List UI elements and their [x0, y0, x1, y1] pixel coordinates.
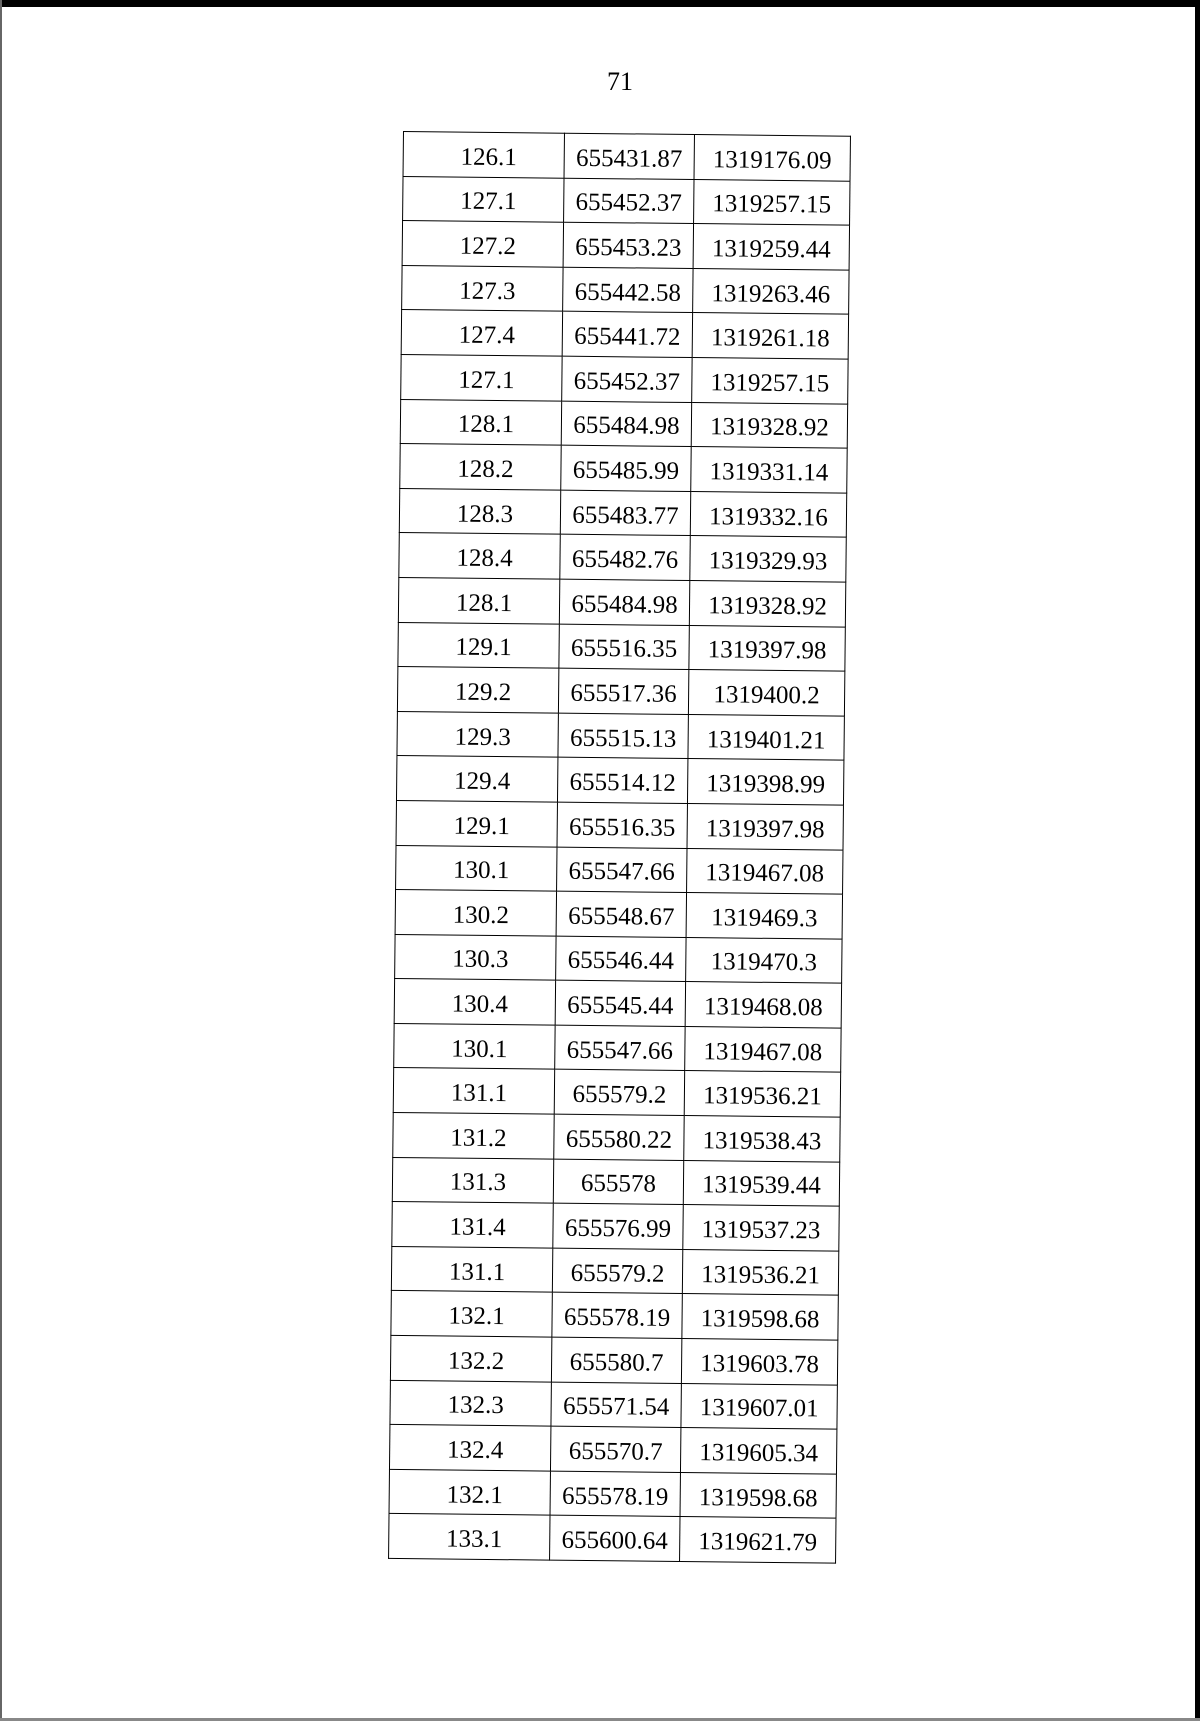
table-row	[397, 711, 844, 760]
x-coordinate-cell: 655579.2	[554, 1070, 684, 1116]
table-row	[402, 221, 849, 270]
table-row	[389, 1514, 836, 1563]
table-row	[396, 756, 843, 805]
table-row	[396, 800, 843, 849]
x-coordinate-cell: 655546.44	[556, 936, 686, 982]
point-id-cell: 130.4	[394, 979, 555, 1025]
y-coordinate-cell: 1319536.21	[682, 1249, 838, 1295]
x-coordinate-cell: 655579.2	[552, 1248, 682, 1294]
table-row	[396, 845, 843, 894]
y-coordinate-cell: 1319537.23	[683, 1205, 839, 1251]
point-id-cell: 131.1	[391, 1246, 552, 1292]
point-id-cell: 131.2	[393, 1113, 554, 1159]
y-coordinate-cell: 1319257.15	[692, 358, 848, 404]
x-coordinate-cell: 655545.44	[555, 980, 685, 1026]
coordinates-table	[388, 131, 851, 1564]
x-coordinate-cell: 655570.7	[550, 1426, 680, 1472]
table-row	[392, 1202, 839, 1251]
table-row	[401, 354, 848, 403]
y-coordinate-cell: 1319598.68	[682, 1294, 838, 1340]
scan-border-top	[0, 0, 1200, 7]
y-coordinate-cell: 1319397.98	[689, 625, 845, 671]
table-row	[392, 1157, 839, 1206]
x-coordinate-cell: 655578.19	[552, 1293, 682, 1339]
point-id-cell: 127.1	[401, 354, 562, 400]
y-coordinate-cell: 1319397.98	[687, 803, 843, 849]
x-coordinate-cell: 655516.35	[557, 802, 687, 848]
point-id-cell: 131.4	[392, 1202, 553, 1248]
x-coordinate-cell: 655571.54	[551, 1382, 681, 1428]
y-coordinate-cell: 1319470.3	[686, 937, 842, 983]
point-id-cell: 127.1	[403, 176, 564, 222]
x-coordinate-cell: 655600.64	[550, 1516, 680, 1562]
point-id-cell: 127.4	[401, 310, 562, 356]
y-coordinate-cell: 1319257.15	[694, 179, 850, 225]
table-row	[390, 1335, 837, 1384]
y-coordinate-cell: 1319176.09	[694, 135, 850, 181]
coordinates-table-body	[389, 132, 851, 1564]
x-coordinate-cell: 655482.76	[560, 535, 690, 581]
x-coordinate-cell: 655578	[553, 1159, 683, 1205]
x-coordinate-cell: 655431.87	[564, 133, 694, 179]
x-coordinate-cell: 655548.67	[556, 891, 686, 937]
x-coordinate-cell: 655547.66	[555, 1025, 685, 1071]
y-coordinate-cell: 1319603.78	[681, 1339, 837, 1385]
table-row	[395, 890, 842, 939]
point-id-cell: 127.3	[402, 265, 563, 311]
y-coordinate-cell: 1319259.44	[693, 224, 849, 270]
table-row	[399, 488, 846, 537]
x-coordinate-cell: 655453.23	[563, 222, 693, 268]
y-coordinate-cell: 1319400.2	[688, 670, 844, 716]
x-coordinate-cell: 655452.37	[564, 178, 694, 224]
y-coordinate-cell: 1319536.21	[684, 1071, 840, 1117]
table-row	[400, 444, 847, 493]
x-coordinate-cell: 655485.99	[561, 445, 691, 491]
point-id-cell: 129.3	[397, 711, 558, 757]
point-id-cell: 130.1	[396, 845, 557, 891]
point-id-cell: 131.3	[392, 1157, 553, 1203]
table-row	[391, 1291, 838, 1340]
point-id-cell: 129.2	[397, 667, 558, 713]
table-row	[394, 1023, 841, 1072]
point-id-cell: 126.1	[403, 132, 564, 178]
y-coordinate-cell: 1319328.92	[689, 580, 845, 626]
table-row	[398, 577, 845, 626]
y-coordinate-cell: 1319598.68	[680, 1472, 836, 1518]
table-row	[394, 979, 841, 1028]
y-coordinate-cell: 1319539.44	[683, 1160, 839, 1206]
point-id-cell: 129.4	[396, 756, 557, 802]
x-coordinate-cell: 655484.98	[561, 401, 691, 447]
point-id-cell: 129.1	[396, 800, 557, 846]
point-id-cell: 127.2	[402, 221, 563, 267]
table-row	[398, 622, 845, 671]
x-coordinate-cell: 655580.22	[554, 1114, 684, 1160]
point-id-cell: 130.1	[394, 1023, 555, 1069]
point-id-cell: 131.1	[393, 1068, 554, 1114]
x-coordinate-cell: 655515.13	[558, 713, 688, 759]
x-coordinate-cell: 655517.36	[558, 668, 688, 714]
point-id-cell: 132.3	[390, 1380, 551, 1426]
y-coordinate-cell: 1319468.08	[685, 982, 841, 1028]
scan-border-left	[0, 0, 2, 1721]
table-row	[391, 1246, 838, 1295]
table-row	[393, 1113, 840, 1162]
x-coordinate-cell: 655442.58	[563, 267, 693, 313]
table-row	[395, 934, 842, 983]
table-row	[389, 1469, 836, 1518]
table-row	[403, 132, 850, 181]
x-coordinate-cell: 655580.7	[551, 1337, 681, 1383]
point-id-cell: 132.1	[389, 1469, 550, 1515]
y-coordinate-cell: 1319607.01	[681, 1383, 837, 1429]
point-id-cell: 128.3	[399, 488, 560, 534]
point-id-cell: 130.2	[395, 890, 556, 936]
table-row	[393, 1068, 840, 1117]
point-id-cell: 129.1	[398, 622, 559, 668]
table-row	[399, 533, 846, 582]
x-coordinate-cell: 655452.37	[562, 356, 692, 402]
table-row	[389, 1425, 836, 1474]
table-row	[400, 399, 847, 448]
x-coordinate-cell: 655441.72	[562, 312, 692, 358]
y-coordinate-cell: 1319538.43	[684, 1116, 840, 1162]
y-coordinate-cell: 1319469.3	[686, 893, 842, 939]
point-id-cell: 128.4	[399, 533, 560, 579]
y-coordinate-cell: 1319331.14	[691, 447, 847, 493]
y-coordinate-cell: 1319398.99	[687, 759, 843, 805]
y-coordinate-cell: 1319467.08	[687, 848, 843, 894]
x-coordinate-cell: 655547.66	[557, 847, 687, 893]
table-row	[390, 1380, 837, 1429]
x-coordinate-cell: 655484.98	[559, 579, 689, 625]
y-coordinate-cell: 1319261.18	[692, 313, 848, 359]
y-coordinate-cell: 1319263.46	[693, 268, 849, 314]
y-coordinate-cell: 1319605.34	[680, 1428, 836, 1474]
y-coordinate-cell: 1319467.08	[685, 1026, 841, 1072]
y-coordinate-cell: 1319332.16	[690, 491, 846, 537]
table-row	[397, 667, 844, 716]
scan-border-right	[1195, 0, 1200, 1721]
y-coordinate-cell: 1319621.79	[680, 1517, 836, 1563]
table-row	[401, 310, 848, 359]
y-coordinate-cell: 1319401.21	[688, 714, 844, 760]
point-id-cell: 132.1	[391, 1291, 552, 1337]
page-number: 71	[607, 67, 633, 96]
point-id-cell: 128.1	[398, 577, 559, 623]
point-id-cell: 128.1	[400, 399, 561, 445]
y-coordinate-cell: 1319329.93	[690, 536, 846, 582]
point-id-cell: 128.2	[400, 444, 561, 490]
x-coordinate-cell: 655578.19	[550, 1471, 680, 1517]
y-coordinate-cell: 1319328.92	[691, 402, 847, 448]
x-coordinate-cell: 655516.35	[559, 624, 689, 670]
x-coordinate-cell: 655483.77	[560, 490, 690, 536]
point-id-cell: 130.3	[395, 934, 556, 980]
table-row	[402, 265, 849, 314]
x-coordinate-cell: 655514.12	[557, 757, 687, 803]
point-id-cell: 132.2	[390, 1335, 551, 1381]
table-row	[403, 176, 850, 225]
point-id-cell: 132.4	[389, 1425, 550, 1471]
x-coordinate-cell: 655576.99	[553, 1203, 683, 1249]
point-id-cell: 133.1	[389, 1514, 550, 1560]
